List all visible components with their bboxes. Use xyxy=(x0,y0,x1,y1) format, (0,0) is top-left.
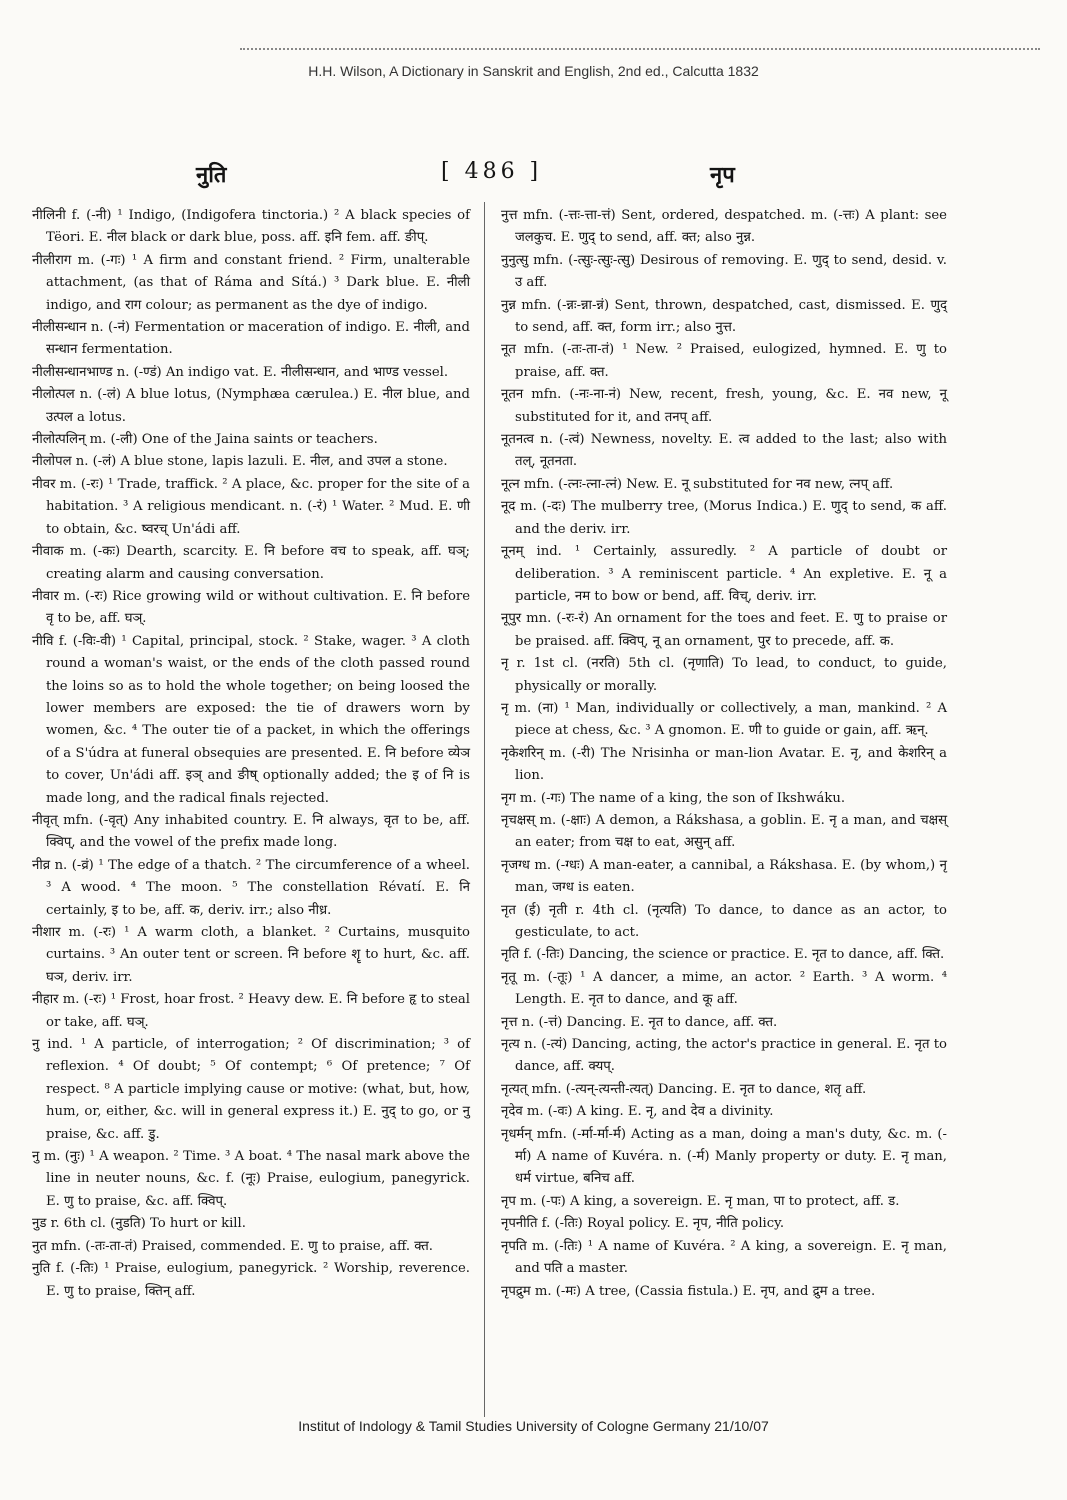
dictionary-entry: नूत्न mfn. (-त्नः-त्ना-त्नं) New. E. नू substituted for नव new, त्नप् aff. xyxy=(501,476,894,492)
right-column xyxy=(501,205,947,1303)
dictionary-entry: नुन्न mfn. (-न्नः-न्ना-न्नं) Sent, thrown, despatched, cast, dismissed. E. णुद् to send, aff. क्त, form irr.; also नुत्त. xyxy=(501,297,947,336)
dictionary-entry: नृत्यत् mfn. (-त्यन्-त्यन्ती-त्यत्) Dancing. E. नृत to dance, शतृ aff. xyxy=(501,1081,867,1097)
dictionary-entry: नृति f. (-तिः) Dancing, the science or practice. E. नृत to dance, aff. क्ति. xyxy=(501,947,945,963)
dictionary-entry: नीहार m. (-रः) ¹ Frost, hoar frost. ² Heavy dew. E. नि before हृ to steal or take, aff. घञ्. xyxy=(32,992,470,1030)
right-catchword: नृप xyxy=(710,162,735,188)
dictionary-entry: नीलोपल n. (-लं) A blue stone, lapis lazuli. E. नील, and उपल a stone. xyxy=(32,454,448,470)
page-number: [ 486 ] xyxy=(441,159,543,184)
dictionary-entry: नृ r. 1st cl. (नरति) 5th cl. (नृणाति) To lead, to conduct, to guide, physically or morally. xyxy=(501,656,947,694)
dictionary-entry: नूतन mfn. (-नः-ना-नं) New, recent, fresh, young, &c. E. नव new, नू substituted for it, and तनप् aff. xyxy=(501,387,947,425)
column-divider xyxy=(484,202,485,1417)
dictionary-entry: नुत्त mfn. (-त्तः-त्ता-त्तं) Sent, ordered, despatched. m. (-त्तः) A plant: see जलकुच. E. णुद् to send, aff. क्त; also नुन्न. xyxy=(501,208,947,246)
dictionary-entry: नृपति m. (-तिः) ¹ A name of Kuvéra. ² A king, a sovereign. E. नृ man, and पति a master. xyxy=(501,1238,947,1277)
dictionary-entry: नृपद्रुम m. (-मः) A tree, (Cassia fistula.) E. नृप, and द्रुम a tree. xyxy=(501,1283,876,1299)
dictionary-entry: नु m. (नुः) ¹ A weapon. ² Time. ³ A boat. ⁴ The nasal mark above the line in neuter nouns, &c. f. (नूः) Praise, eulogium, panegyrick. E. णु to praise, &c. aff. क्विप्. xyxy=(32,1149,470,1209)
dictionary-entry: नीवि f. (-विः-वी) ¹ Capital, principal, stock. ² Stake, wager. ³ A cloth round a woman's waist, or the ends of the cloth passed round the loins so as to hold the whole together; on being loosed the lower members are exposed: the tie of drawers worn by women, &c. ⁴ The outer tie of a packet, in which the offerings of a S'údra at funeral obsequies are presented. E. नि before व्येञ to cover, Un'ádi aff. इञ् and ङीष् optionally added; the इ of नि is made long, and the radical finals rejected. xyxy=(32,633,470,806)
dictionary-entry: नीलिनी f. (-नी) ¹ Indigo, (Indigofera tinctoria.) ² A black species of Tëori. E. नील black or dark blue, poss. aff. इनि fem. aff. ङीप्. xyxy=(32,208,470,246)
dictionary-entry: नृकेशरिन् m. (-री) The Nrisinha or man-lion Avatar. E. नृ, and केशरिन् a lion. xyxy=(501,745,947,784)
dictionary-entry: नीवृत् mfn. (-वृत्) Any inhabited country. E. नि always, वृत to be, aff. क्विप्, and the vowel of the prefix made long. xyxy=(32,812,470,851)
source-header: H.H. Wilson, A Dictionary in Sanskrit and English, 2nd ed., Calcutta 1832 xyxy=(308,63,759,79)
page-header xyxy=(0,159,1067,193)
footer-credit: Institut of Indology & Tamil Studies University of Cologne Germany 21/10/07 xyxy=(298,1418,769,1434)
dictionary-entry: नूद m. (-दः) The mulberry tree, (Morus Indica.) E. णुद् to send, क aff. and the deriv. irr. xyxy=(501,499,947,537)
dictionary-entry: नीलीसन्धानभाण्ड n. (-ण्डं) An indigo vat. E. नीलीसन्धान, and भाण्ड vessel. xyxy=(32,364,449,380)
dictionary-entry: नृपनीति f. (-तिः) Royal policy. E. नृप, नीति policy. xyxy=(501,1216,785,1232)
dictionary-entry: नृत्य n. (-त्यं) Dancing, acting, the actor's practice in general. E. नृत to dance, aff. क्यप्. xyxy=(501,1037,947,1075)
dictionary-entry: नृत (ई) नृती r. 4th cl. (नृत्यति) To dance, to dance as an actor, to gesticulate, to act. xyxy=(501,902,947,940)
dictionary-entry: नूनम् ind. ¹ Certainly, assuredly. ² A particle of doubt or deliberation. ³ A reminiscent particle. ⁴ An expletive. E. नू a particle, नम to bow or bend, aff. विच्, deriv. irr. xyxy=(501,544,947,604)
dictionary-entry: नीशार m. (-रः) ¹ A warm cloth, a blanket. ² Curtains, musquito curtains. ³ An outer tent or screen. नि before शॄ to hurt, &c. aff. घञ, deriv. irr. xyxy=(32,925,470,985)
left-catchword: नुति xyxy=(196,162,227,188)
dictionary-entry: नूतनत्व n. (-त्वं) Newness, novelty. E. त्व added to the last; also with तल्, नूतनता. xyxy=(501,432,947,470)
dictionary-entry: नीवार m. (-रः) Rice growing wild or without cultivation. E. नि before वृ to be, aff. घञ्. xyxy=(32,588,470,627)
dictionary-entry: नृत्त n. (-त्तं) Dancing. E. नृत to dance, aff. क्त. xyxy=(501,1014,778,1030)
dictionary-entry: नूपुर mn. (-रः-रं) An ornament for the toes and feet. E. णु to praise or be praised. aff. क्विप्, नू an ornament, पुर to precede, aff. क. xyxy=(501,611,947,649)
dictionary-entry: नुनुत्सु mfn. (-त्सुः-त्सुः-त्सु) Desirous of removing. E. णुद् to send, desid. v. उ aff. xyxy=(501,252,947,291)
dictionary-entry: नृग m. (-गः) The name of a king, the son of Ikshwáku. xyxy=(501,790,846,806)
dictionary-entry: नृदेव m. (-वः) A king. E. नृ, and देव a divinity. xyxy=(501,1104,774,1120)
dictionary-entry: नीव्र n. (-व्रं) ¹ The edge of a thatch. ² The circumference of a wheel. ³ A wood. ⁴ The moon. ⁵ The constellation Révatí. E. नि certainly, इ to be, aff. क, deriv. irr.; also नीध्र. xyxy=(32,857,470,918)
dictionary-entry: नूत mfn. (-तः-ता-तं) ¹ New. ² Praised, eulogized, hymned. E. णु to praise, aff. क्त. xyxy=(501,342,947,380)
dictionary-entry: नृप m. (-पः) A king, a sovereign. E. नृ man, पा to protect, aff. ड. xyxy=(501,1193,900,1209)
dictionary-entry: नीलोत्पलिन् m. (-ली) One of the Jaina saints or teachers. xyxy=(32,432,378,448)
dictionary-entry: नुति f. (-तिः) ¹ Praise, eulogium, panegyrick. ² Worship, reverence. E. णु to praise, क्तिन् aff. xyxy=(32,1261,470,1299)
dictionary-entry: नीवाक m. (-कः) Dearth, scarcity. E. नि before वच to speak, aff. घञ्; creating alarm and causing conversation. xyxy=(32,544,470,582)
left-column xyxy=(32,205,470,1303)
dictionary-entry: नृधर्मन् mfn. (-र्मा-र्मा-र्म) Acting as a man, doing a man's duty, &c. m. (-र्मा) A name of Kuvéra. n. (-र्म) Manly property or duty. E. नृ man, धर्म virtue, बनिच aff. xyxy=(501,1126,947,1187)
dictionary-entry: नुड r. 6th cl. (नुडति) To hurt or kill. xyxy=(32,1216,246,1232)
dictionary-entry: नीलीराग m. (-गः) ¹ A firm and constant friend. ² Firm, unalterable attachment, (as that of Ráma and Sítá.) ³ Dark blue. E. नीली indigo, and राग colour; as permanent as the dye of indigo. xyxy=(32,252,470,313)
dictionary-entry: नृचक्षस् m. (-क्षाः) A demon, a Rákshasa, a goblin. E. नृ a man, and चक्षस् an eater; from चक्ष to eat, असुन् aff. xyxy=(501,812,947,851)
dictionary-entry: नीवर m. (-रः) ¹ Trade, traffick. ² A place, &c. proper for the site of a habitation. ³ A religious mendicant. n. (-रं) ¹ Water. ² Mud. E. णी to obtain, &c. ष्वरच् Un'ádi aff. xyxy=(32,476,470,537)
dictionary-entry: नृजग्ध m. (-ग्धः) A man-eater, a cannibal, a Rákshasa. E. (by whom,) नृ man, जग्ध is eaten. xyxy=(501,857,947,896)
dictionary-entry: नृतू m. (-तूः) ¹ A dancer, a mime, an actor. ² Earth. ³ A worm. ⁴ Length. E. नृत to dance, and कू aff. xyxy=(501,969,947,1008)
dictionary-entry: नु ind. ¹ A particle, of interrogation; ² Of discrimination; ³ of reflexion. ⁴ Of doubt; ⁵ Of contempt; ⁶ Of pretence; ⁷ Of respect. ⁸ A particle implying cause or motive: (what, but, how, hum, or, either, &c. will in general express it.) E. नुद् to go, or नु praise, &c. aff. डु. xyxy=(32,1037,470,1142)
dictionary-entry: नुत mfn. (-तः-ता-तं) Praised, commended. E. णु to praise, aff. क्त. xyxy=(32,1238,433,1254)
top-rule xyxy=(240,48,1040,50)
dictionary-entry: नीलीसन्धान n. (-नं) Fermentation or maceration of indigo. E. नीली, and सन्धान fermentation. xyxy=(32,320,470,358)
dictionary-entry: नृ m. (ना) ¹ Man, individually or collectively, a man, mankind. ² A piece at chess, &c. ³ A gnomon. E. णी to guide or gain, aff. ऋन्. xyxy=(501,700,947,739)
dictionary-entry: नीलोत्पल n. (-लं) A blue lotus, (Nymphæa cærulea.) E. नील blue, and उत्पल a lotus. xyxy=(32,387,470,425)
